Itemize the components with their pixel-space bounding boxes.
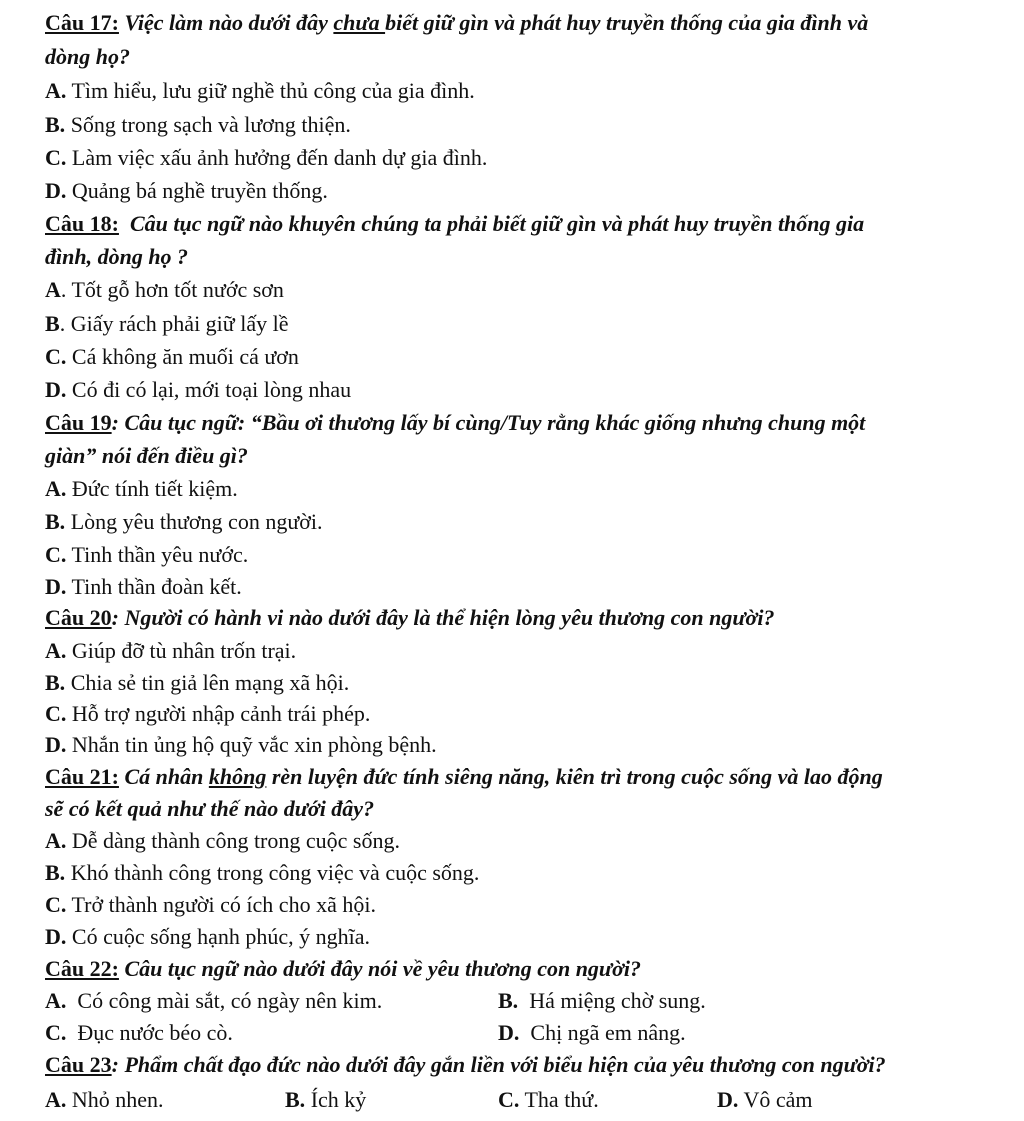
- option-19-c: [45, 542, 248, 568]
- option-22-d: [498, 1020, 686, 1046]
- question-17-line-2: [45, 44, 130, 70]
- option-18-d: [45, 377, 351, 403]
- option-22-c: [45, 1020, 233, 1046]
- option-letter: D.: [45, 924, 67, 949]
- option-letter: B.: [45, 670, 66, 695]
- question-text: Việc làm nào dưới đây: [118, 10, 334, 35]
- option-letter: C.: [45, 701, 67, 726]
- option-letter: C.: [45, 145, 67, 170]
- option-letter: D.: [45, 178, 67, 203]
- question-23-line-1: [45, 1052, 886, 1078]
- option-letter: A.: [45, 828, 67, 853]
- option-21-a: [45, 828, 400, 854]
- option-letter: B.: [498, 988, 519, 1013]
- option-text: Trở thành người có ích cho xã hội.: [66, 892, 376, 917]
- option-23-a: [45, 1087, 164, 1113]
- option-21-b: [45, 860, 479, 886]
- question-18-label: Câu 18:: [45, 211, 119, 236]
- option-20-d: [45, 732, 437, 758]
- option-text: Có cuộc sống hạnh phúc, ý nghĩa.: [66, 924, 371, 949]
- question-text: sẽ có kết quả như thế nào dưới đây?: [45, 796, 375, 821]
- question-text: : Người có hành vi nào dưới đây là thể hiện lòng yêu thương con người?: [111, 605, 775, 630]
- option-text: Chị ngã em nâng.: [519, 1020, 686, 1045]
- option-text: Vô cảm: [738, 1087, 813, 1112]
- option-text: Giúp đỡ tù nhân trốn trại.: [66, 638, 297, 663]
- question-text-underlined: chưa: [333, 10, 386, 35]
- question-text: Câu tục ngữ nào khuyên chúng ta phải biết giữ gìn và phát huy truyền thống gia: [118, 211, 865, 236]
- option-letter: A.: [45, 638, 67, 663]
- option-text: Lòng yêu thương con người.: [65, 509, 323, 534]
- question-text: Câu tục ngữ nào dưới đây nói về yêu thương con người?: [118, 956, 642, 981]
- question-text: : Phẩm chất đạo đức nào dưới đây gắn liền với biểu hiện của yêu thương con người?: [111, 1052, 886, 1077]
- option-18-a: [45, 277, 284, 303]
- option-letter: C.: [45, 1020, 67, 1045]
- question-19-line-1: [45, 410, 865, 436]
- question-17-line-1: [45, 10, 868, 36]
- option-text: Tinh thần yêu nước.: [66, 542, 249, 567]
- option-letter: A: [45, 277, 61, 302]
- option-text: Sống trong sạch và lương thiện.: [65, 112, 351, 137]
- option-letter: C.: [45, 344, 67, 369]
- option-19-b: [45, 509, 323, 535]
- question-text: biết giữ gìn và phát huy truyền thống của gia đình và: [385, 10, 869, 35]
- option-letter: A.: [45, 988, 67, 1013]
- option-text: Đức tính tiết kiệm.: [66, 476, 238, 501]
- option-text: . Giấy rách phải giữ lấy lề: [59, 311, 289, 336]
- option-22-a: [45, 988, 382, 1014]
- option-letter: B: [45, 311, 60, 336]
- option-text: Có công mài sắt, có ngày nên kim.: [66, 988, 383, 1013]
- option-text: . Tốt gỗ hơn tốt nước sơn: [60, 277, 284, 302]
- option-20-a: [45, 638, 296, 664]
- option-text: Chia sẻ tin giả lên mạng xã hội.: [65, 670, 350, 695]
- option-letter: D.: [45, 377, 67, 402]
- question-text-underlined: không: [208, 764, 267, 789]
- option-17-b: [45, 112, 351, 138]
- option-letter: D.: [717, 1087, 739, 1112]
- option-text: Dễ dàng thành công trong cuộc sống.: [66, 828, 400, 853]
- option-text: Khó thành công trong công việc và cuộc sống.: [65, 860, 480, 885]
- option-text: Hỗ trợ người nhập cảnh trái phép.: [66, 701, 371, 726]
- question-20-line-1: [45, 605, 774, 631]
- option-letter: A.: [45, 476, 67, 501]
- option-text: Có đi có lại, mới toại lòng nhau: [66, 377, 352, 402]
- question-21-line-1: [45, 764, 883, 790]
- question-18-line-1: [45, 211, 864, 237]
- option-text: Nhỏ nhen.: [66, 1087, 164, 1112]
- option-letter: A.: [45, 1087, 67, 1112]
- option-letter: C.: [45, 892, 67, 917]
- option-letter: C.: [498, 1087, 520, 1112]
- option-20-c: [45, 701, 370, 727]
- option-18-b: [45, 311, 288, 337]
- question-17-label: Câu 17:: [45, 10, 119, 35]
- question-21-label: Câu 21:: [45, 764, 119, 789]
- option-22-b: [498, 988, 706, 1014]
- question-text: giàn” nói đến điều gì?: [45, 443, 248, 468]
- option-letter: D.: [45, 574, 67, 599]
- option-text: Cá không ăn muối cá ươn: [66, 344, 299, 369]
- question-text: dòng họ?: [45, 44, 130, 69]
- option-21-c: [45, 892, 376, 918]
- option-text: Tìm hiểu, lưu giữ nghề thủ công của gia đình.: [66, 78, 475, 103]
- option-17-d: [45, 178, 328, 204]
- question-text: đình, dòng họ ?: [45, 244, 189, 269]
- option-letter: B.: [45, 509, 66, 534]
- question-text: rèn luyện đức tính siêng năng, kiên trì trong cuộc sống và lao động: [266, 764, 883, 789]
- option-text: Tha thứ.: [519, 1087, 599, 1112]
- question-21-line-2: [45, 796, 374, 822]
- option-20-b: [45, 670, 349, 696]
- question-18-line-2: [45, 244, 188, 270]
- option-letter: C.: [45, 542, 67, 567]
- option-text: Đục nước béo cò.: [66, 1020, 233, 1045]
- option-23-b: [285, 1087, 366, 1113]
- question-19-line-2: [45, 443, 248, 469]
- option-letter: A.: [45, 78, 67, 103]
- question-19-label: Câu 19: [45, 410, 112, 435]
- option-23-d: [717, 1087, 813, 1113]
- question-23-label: Câu 23: [45, 1052, 112, 1077]
- option-letter: B.: [285, 1087, 306, 1112]
- question-text: Cá nhân: [118, 764, 209, 789]
- question-text: : Câu tục ngữ: “Bầu ơi thương lấy bí cùng/Tuy rằng khác giống nhưng chung một: [111, 410, 866, 435]
- option-letter: D.: [498, 1020, 520, 1045]
- option-letter: B.: [45, 860, 66, 885]
- option-19-d: [45, 574, 242, 600]
- option-text: Tinh thần đoàn kết.: [66, 574, 242, 599]
- question-22-label: Câu 22:: [45, 956, 119, 981]
- option-text: Nhắn tin ủng hộ quỹ vắc xin phòng bệnh.: [66, 732, 437, 757]
- option-text: Làm việc xấu ảnh hưởng đến danh dự gia đình.: [66, 145, 488, 170]
- option-text: Ích kỷ: [305, 1087, 367, 1112]
- option-letter: B.: [45, 112, 66, 137]
- option-18-c: [45, 344, 299, 370]
- option-letter: D.: [45, 732, 67, 757]
- option-21-d: [45, 924, 370, 950]
- option-17-c: [45, 145, 487, 171]
- option-19-a: [45, 476, 238, 502]
- option-17-a: [45, 78, 475, 104]
- option-23-c: [498, 1087, 599, 1113]
- option-text: Há miệng chờ sung.: [518, 988, 706, 1013]
- question-22-line-1: [45, 956, 641, 982]
- option-text: Quảng bá nghề truyền thống.: [66, 178, 328, 203]
- question-20-label: Câu 20: [45, 605, 112, 630]
